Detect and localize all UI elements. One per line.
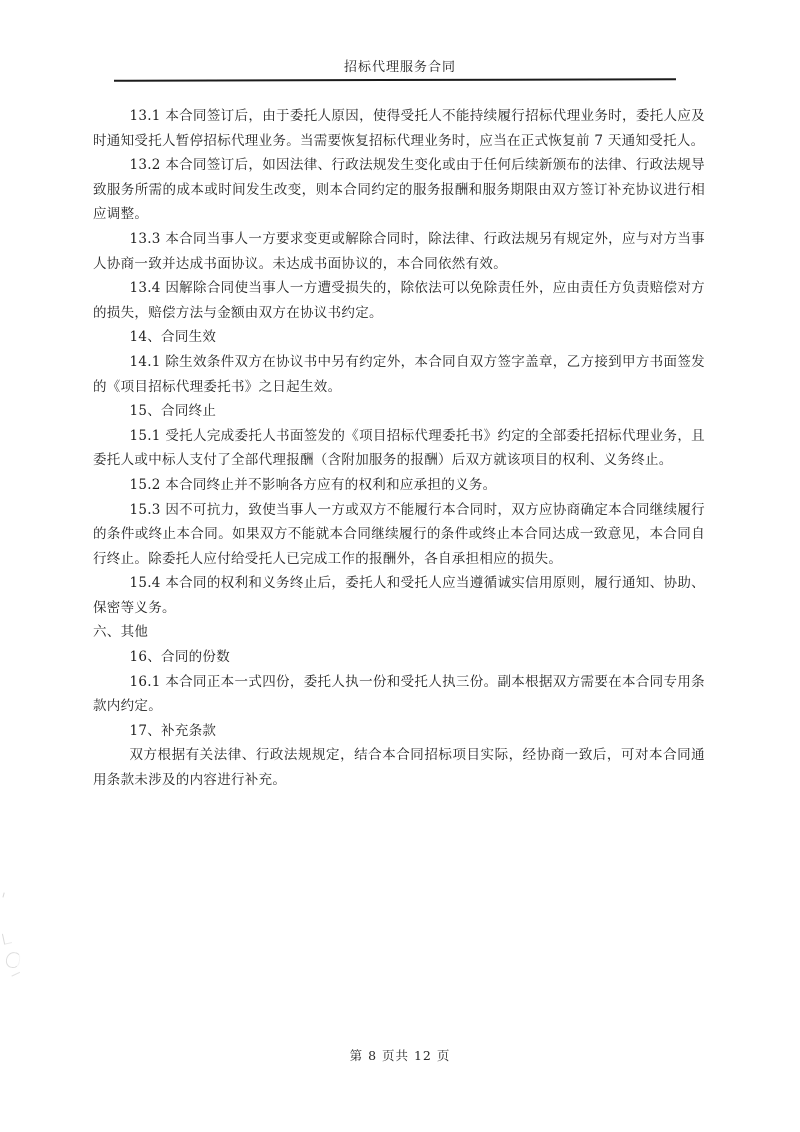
- clause-13-3: 13.3 本合同当事人一方要求变更或解除合同时，除法律、行政法规另有规定外，应与对方当事人协商一致并达成书面协议。未达成书面协议的，本合同依然有效。: [93, 230, 705, 272]
- clause-14-1: 14.1 除生效条件双方在协议书中另有约定外，本合同自双方签字盖章，乙方接到甲方书面签发的《项目招标代理委托书》之日起生效。: [93, 353, 705, 395]
- heading-15-contract-termination: 15、合同终止: [129, 403, 217, 420]
- clause-13-4: 13.4 因解除合同使当事人一方遭受损失的，除依法可以免除责任外，应由责任方负责赔偿对方的损失，赔偿方法与金额由双方在协议书约定。: [93, 280, 705, 321]
- page-number-text: 第 8 页共 12 页: [349, 1048, 451, 1063]
- header-divider-line: [114, 78, 676, 81]
- clause-13-2: 13.2 本合同签订后，如因法律、行政法规发生变化或由于任何后续新颁布的法律、行政法规导致服务所需的成本或时间发生改变，则本合同约定的服务报酬和服务期限由双方签订补充协议进行相应调整。: [93, 157, 705, 223]
- scan-artifact: [2, 892, 8, 898]
- clause-15-4: 15.4 本合同的权利和义务终止后，委托人和受托人应当遵循诚实信用原则，履行通知、协助、保密等义务。: [93, 575, 705, 616]
- heading-14-contract-effectiveness: 14、合同生效: [129, 329, 217, 346]
- clause-15-2: 15.2 本合同终止并不影响各方应有的权利和应承担的义务。: [129, 476, 497, 493]
- scan-artifact: [5, 951, 21, 969]
- scan-artifact: [9, 966, 20, 976]
- document-header-title: 招标代理服务合同: [343, 60, 456, 75]
- clause-17-body: 双方根据有关法律、行政法规规定，结合本合同招标项目实际，经协商一致后，可对本合同通用条款未涉及的内容进行补充。: [93, 747, 705, 789]
- page-footer: [0, 1046, 800, 1064]
- heading-17-supplementary-terms: 17、补充条款: [129, 722, 217, 739]
- scan-artifact: [2, 932, 12, 944]
- clause-15-1: 15.1 受托人完成委托人书面签发的《项目招标代理委托书》约定的全部委托招标代理业务，且委托人或中标人支付了全部代理报酬（含附加服务的报酬）后双方就该项目的权利、义务终止。: [93, 427, 705, 469]
- clause-15-3: 15.3 因不可抗力，致使当事人一方或双方不能履行本合同时，双方应协商确定本合同继续履行的条件或终止本合同。如果双方不能就本合同继续履行的条件或终止本合同达成一致意见，本合同自行终止。除委托人应付给受托人已完成工作的报酬外，各自承担相应的损失。: [93, 501, 705, 567]
- document-body: [93, 104, 705, 793]
- clause-16-1: 16.1 本合同正本一式四份，委托人执一份和受托人执三份。副本根据双方需要在本合同专用条款内约定。: [93, 673, 705, 715]
- clause-13-1: 13.1 本合同签订后，由于委托人原因，使得受托人不能持续履行招标代理业务时，委托人应及时通知受托人暂停招标代理业务。当需要恢复招标代理业务时，应当在正式恢复前 7 天通知受托人。: [93, 108, 705, 149]
- heading-16-contract-copies: 16、合同的份数: [129, 649, 231, 666]
- heading-6-others: 六、其他: [93, 624, 149, 641]
